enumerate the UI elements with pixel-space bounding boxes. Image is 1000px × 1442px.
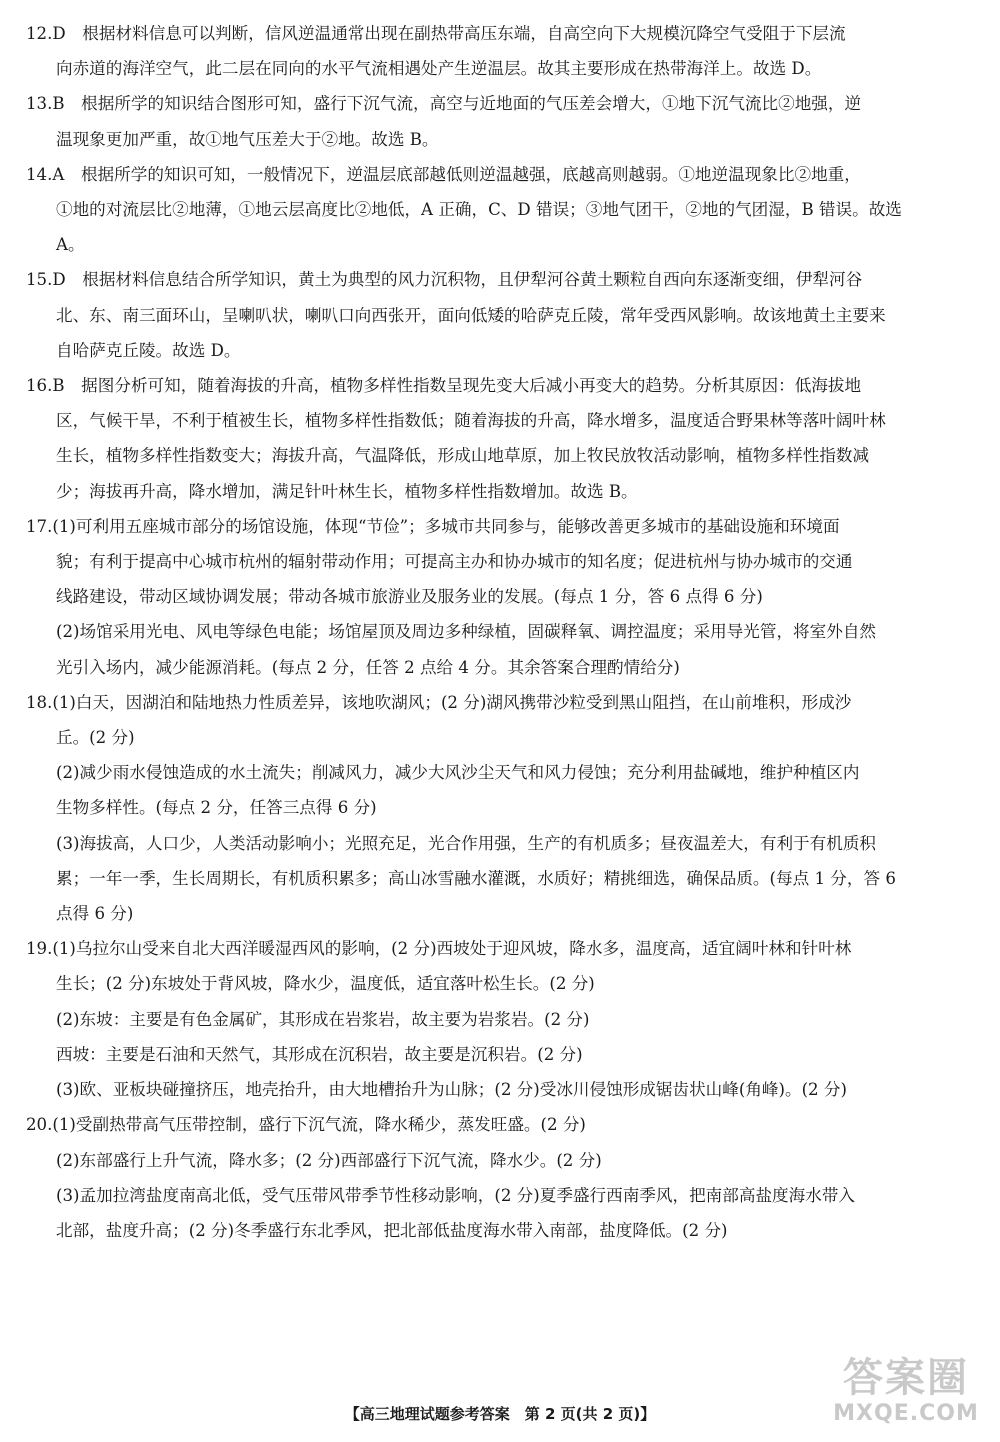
answer-line: 区，气候干旱，不利于植被生长，植物多样性指数低；随着海拔的升高，降水增多，温度适合野果林等落叶阔叶林: [56, 411, 886, 431]
answer-item: [26, 685, 976, 931]
answer-item: [26, 368, 976, 509]
answer-line: (2)东坡：主要是有色金属矿，其形成在岩浆岩，故主要为岩浆岩。(2 分): [56, 1009, 590, 1029]
answer-line: 生长；(2 分)东坡处于背风坡，降水少，温度低，适宜落叶松生长。(2 分): [56, 974, 595, 994]
watermark-logo: [826, 1354, 986, 1434]
answer-line: 12.D 根据材料信息可以判断，信风逆温通常出现在副热带高压东端，自高空向下大规模沉降空气受阻于下层流: [26, 24, 846, 43]
answer-line: (3)海拔高，人口少，人类活动影响小；光照充足，光合作用强，生产的有机质多；昼夜温差大，有利于有机质积: [56, 833, 877, 853]
answer-line: 生长，植物多样性指数变大；海拔升高，气温降低，形成山地草原，加上牧民放牧活动影响，植物多样性指数减: [56, 446, 870, 466]
answer-line: 温现象更加严重，故①地气压差大于②地。故选 B。: [56, 129, 439, 149]
answer-line: 点得 6 分): [56, 904, 134, 924]
answer-item: [26, 1107, 976, 1248]
answer-line: 累；一年一季，生长周期长，有机质积累多；高山冰雪融水灌溉，水质好；精挑细选，确保品质。(每点 1 分，答 6: [56, 868, 896, 888]
answer-line: 19.(1)乌拉尔山受来自北大西洋暖湿西风的影响，(2 分)西坡处于迎风坡，降水多，温度高，适宜阔叶林和针叶林: [26, 939, 852, 959]
answer-line: (2)东部盛行上升气流，降水多；(2 分)西部盛行下沉气流，降水少。(2 分): [56, 1150, 602, 1170]
answer-line: 18.(1)白天，因湖泊和陆地热力性质差异，该地吹湖风；(2 分)湖风携带沙粒受到黑山阻挡，在山前堆积，形成沙: [26, 692, 852, 712]
answer-line: 貌；有利于提高中心城市杭州的辐射带动作用；可提高主办和协办城市的知名度；促进杭州与协办城市的交通: [56, 552, 853, 572]
watermark-logo-text: 答案圈: [843, 1355, 969, 1401]
watermark-url: MXQE.COM: [833, 1401, 979, 1426]
answer-item: [26, 262, 976, 368]
answer-line: 17.(1)可利用五座城市部分的场馆设施，体现“节俭”；多城市共同参与，能够改善更多城市的基础设施和环境面: [26, 516, 840, 536]
answer-line: A。: [56, 235, 85, 255]
answer-line: 西坡：主要是石油和天然气，其形成在沉积岩，故主要是沉积岩。(2 分): [56, 1044, 583, 1064]
answer-line: 20.(1)受副热带高气压带控制，盛行下沉气流，降水稀少，蒸发旺盛。(2 分): [26, 1115, 586, 1135]
answer-line: 14.A 根据所学的知识可知，一般情况下，逆温层底部越低则逆温越强，底越高则越弱。①地逆温现象比②地重，: [26, 164, 861, 184]
answer-item: [26, 931, 976, 1107]
answer-item: [26, 157, 976, 263]
answer-item: [26, 509, 976, 685]
answer-line: 自哈萨克丘陵。故选 D。: [56, 340, 241, 360]
answer-line: 少；海拔再升高，降水增加，满足针叶林生长，植物多样性指数增加。故选 B。: [56, 481, 638, 501]
answer-line: (2)场馆采用光电、风电等绿色电能；场馆屋顶及周边多种绿植，固碳释氧、调控温度；采用导光管，将室外自然: [56, 622, 877, 642]
answer-line: ①地的对流层比②地薄，①地云层高度比②地低，A 正确，C、D 错误；③地气团干，②地的气团湿，B 错误。故选: [56, 200, 902, 220]
answer-item: [26, 16, 976, 86]
answer-list: [26, 16, 976, 1248]
answer-line: 向赤道的海洋空气，此二层在同向的水平气流相遇处产生逆温层。故其主要形成在热带海洋上。故选 D。: [56, 59, 822, 79]
answer-line: 13.B 根据所学的知识结合图形可知，盛行下沉气流，高空与近地面的气压差会增大，①地下沉气流比②地强，逆: [26, 94, 862, 114]
answer-line: (2)减少雨水侵蚀造成的水土流失；削减风力，减少大风沙尘天气和风力侵蚀；充分利用盐碱地，维护种植区内: [56, 763, 860, 783]
answer-line: 生物多样性。(每点 2 分，任答三点得 6 分): [56, 798, 377, 818]
answer-line: 光引入场内，减少能源消耗。(每点 2 分，任答 2 点给 4 分。其余答案合理酌情给分): [56, 657, 680, 677]
answer-line: 16.B 据图分析可知，随着海拔的升高，植物多样性指数呈现先变大后减小再变大的趋势。分析其原因：低海拔地: [26, 376, 862, 396]
answer-item: [26, 86, 976, 156]
answer-line: (3)欧、亚板块碰撞挤压，地壳抬升，由大地槽抬升为山脉；(2 分)受冰川侵蚀形成锯齿状山峰(角峰)。(2 分): [56, 1080, 847, 1100]
page-footer: 【高三地理试题参考答案 第 2 页(共 2 页)】: [344, 1405, 656, 1423]
answer-line: (3)孟加拉湾盐度南高北低，受气压带风带季节性移动影响，(2 分)夏季盛行西南季风，把南部高盐度海水带入: [56, 1185, 856, 1205]
answer-line: 15.D 根据材料信息结合所学知识，黄土为典型的风力沉积物，且伊犁河谷黄土颗粒自西向东逐渐变细，伊犁河谷: [26, 270, 863, 290]
answer-line: 丘。(2 分): [56, 728, 135, 748]
answer-line: 北部，盐度升高；(2 分)冬季盛行东北季风，把北部低盐度海水带入南部，盐度降低。(2 分): [56, 1220, 728, 1240]
answer-line: 线路建设，带动区域协调发展；带动各城市旅游业及服务业的发展。(每点 1 分，答 6 点得 6 分): [56, 587, 763, 607]
answer-line: 北、东、南三面环山，呈喇叭状，喇叭口向西张开，面向低矮的哈萨克丘陵，常年受西风影响。故该地黄土主要来: [56, 305, 886, 325]
